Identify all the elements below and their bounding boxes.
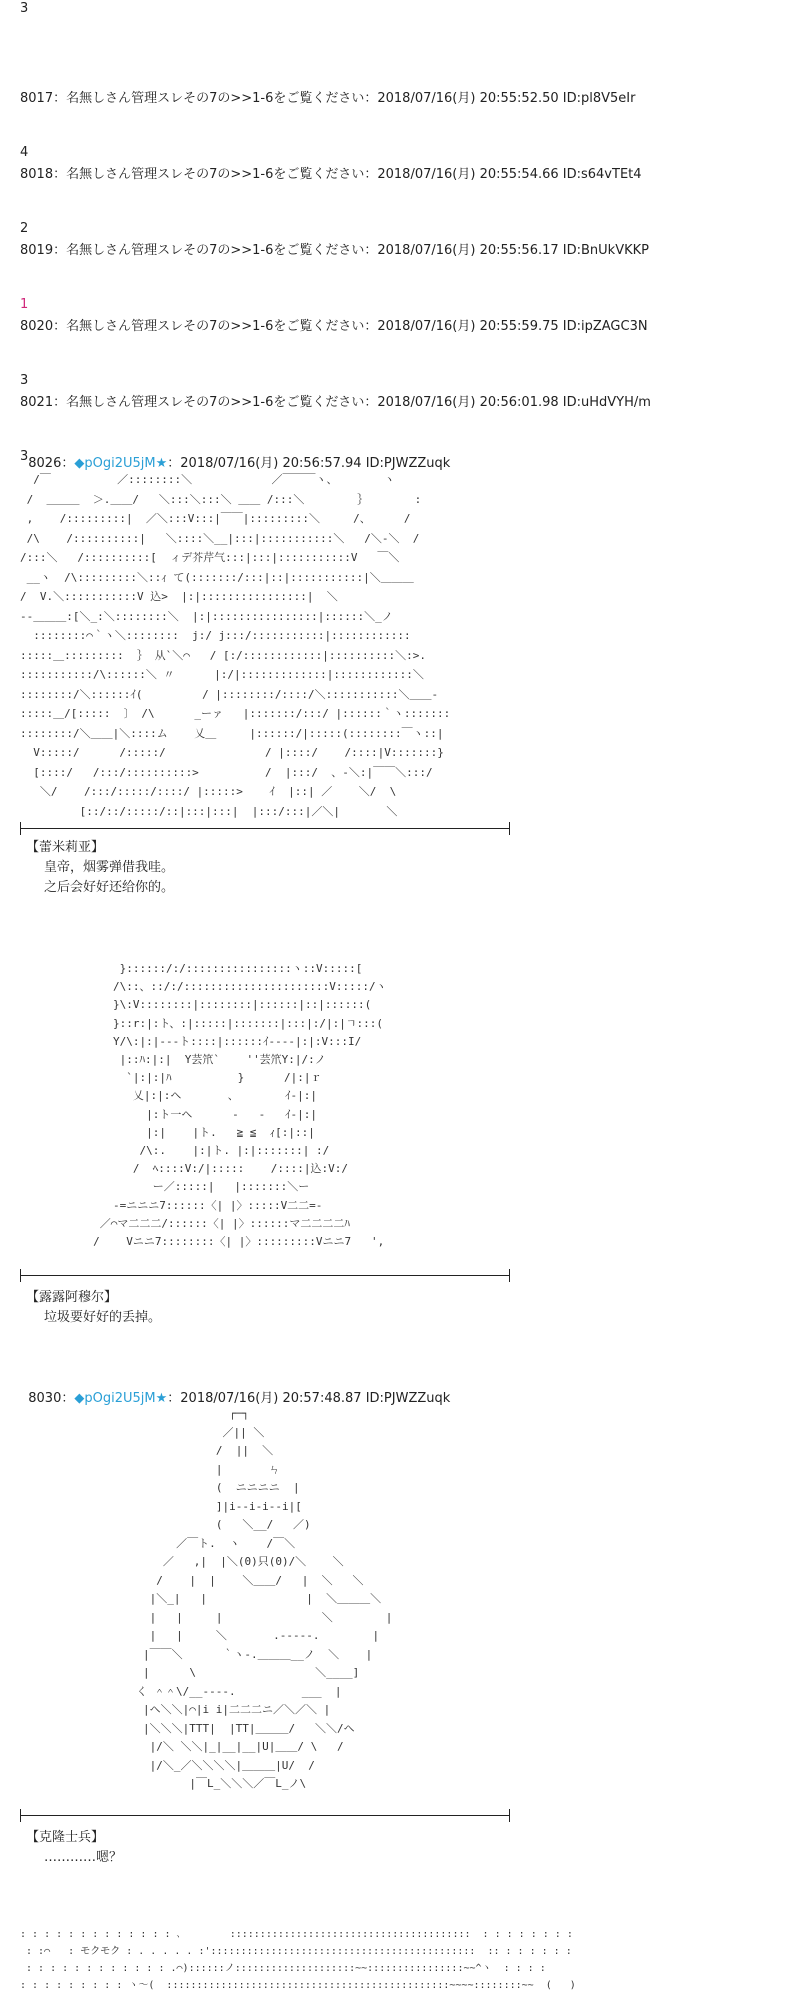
dialogue-clone-soldier bbox=[26, 1828, 122, 1868]
ascii-art-lulu: }::::::/:/::::::::::::::::ヽ::V:::::[ /\::、::/:/::::::::::::::::::::::V:::::/ヽ }\:V::::::::|::::::::|::::::|::|::::::( }::r:|:ト、:|:::::|:::::::|:::|:/|:|ㄱ:::( Y/\:|:|---ト::::|::::::ｲ----|:|:V:::I/ |::ﾊ:|:| Y芸笊` ''芸笊Y:|/:ノ `|:|:|ﾊ } /|:|ｒ 乂|:|:ヘ 、 ｲ-|:| |:ト一ヘ - - ｲ-|:| |:| |ト. ≧ ≦ ｨ[:|::| /\:. |:|ト. |:|:::::::| :/ / ﾍ::::V:/|::::: /::::|込:V:/ ー／:::::| |:::::::＼ー -=ニニニ7::::::〈| |〉:::::V二二=- ／⌒マ二二二/::::::〈| |〉::::::マ二二二二ﾊ / Vニニ7::::::::〈| |〉:::::::::Vニニ7 ', bbox=[93, 962, 387, 1249]
post-id: ID:PJWZZuqk bbox=[365, 1391, 451, 1406]
ascii-art-remilia: /￣ ／::::::::＼ ／￣￣￣ヽ、 ヽ / ＿＿＿ ＞.＿＿/ ＼:::＼:::＼ ＿＿ /:::＼ ｝ : , /:::::::::| ／＼:::V:::|￣￣|:::::::::＼ /、 / /\ /::::::::::| ＼::::＼__|:::|:::::::::::＼ /＼-＼ / /:::＼ /::::::::::[ ィデ芥芹气:::|:::|:::::::::::V ￣＼ __ヽ /\:::::::::＼::ｨ て(:::::::/:::|::|:::::::::::|＼＿＿＿ / V.＼:::::::::::V 込> |:|::::::::::::::::| ＼ --＿＿＿:[＼_:＼::::::::＼ |:|::::::::::::::::|::::::＼_ノ ::::::::⌒｀ヽ＼:::::::: j:/ j:::/:::::::::::|:::::::::::: :::::＿::::::::: ｝ 从`＼⌒ / [:/::::::::::::|::::::::::＼:>. :::::::::::/\::::::＼ 〃 |:/|:::::::::::::|::::::::::::＼ ::::::::/＼::::::ｲ( / |::::::::/::::/＼:::::::::::＼＿＿- :::::＿/[::::: 〕 /\ _ーァ |:::::::/:::/ |::::::｀ヽ::::::: ::::::::/＼＿＿|＼::::ム 乂＿ |::::::/|:::::(::::::::￣ヽ::| V:::::/ /:::::/ / |::::/ /::::|V:::::::} [::::/ /:::/::::::::::> / |:::/ 、-＼:|￣￣＼:::/ ＼/ /:::/:::::/::::/ |:::::> ｲ |::| ／ ＼/ \ [::/::/:::::/::|:::|:::| |:::/:::|／＼| ＼ bbox=[20, 473, 451, 818]
dialogue-line: 垃圾要好好的丢掉。 bbox=[44, 1310, 162, 1325]
post-value: 3 bbox=[20, 373, 29, 388]
dialogue-line: 之后会好好还给你的。 bbox=[44, 880, 175, 895]
post-header: 8017：名無しさん管理スレその7の>>1-6をご覧ください：2018/07/16(月) 20:55:52.50 ID:pl8V5eIr bbox=[20, 91, 636, 106]
post-id: ID:PJWZZuqk bbox=[365, 456, 451, 471]
post-value: 2 bbox=[20, 221, 29, 236]
post-header: 8020：名無しさん管理スレその7の>>1-6をご覧ください：2018/07/16(月) 20:55:59.75 ID:ipZAGC3N bbox=[20, 319, 648, 334]
post-datetime: 2018/07/16(月) 20:56:57.94 bbox=[180, 456, 362, 471]
post-datetime: 2018/07/16(月) 20:57:48.87 bbox=[180, 1391, 362, 1406]
op-post-header-8026: 8026：◆pOgi2U5jM★：2018/07/16(月) 20:56:57.94 ID:PJWZZuqk bbox=[28, 456, 451, 471]
ascii-art-clone-soldier: ┌─┐ ／|| ＼ / || ＼ | ㄣ ( ニニニニ | ]|i--i-i--i|[ ( ＼__/ ／) ／￣ト. ヽ /￣＼ ／ ,| |＼(0)只(0)/＼ ＼ / | | ＼＿＿/ | ＼ ＼ |＼_| | | ＼＿＿＿＼ | | | ＼ | | | ＼ .-----. | |￣￣＼ ｀ヽ-.＿＿＿__ノ ＼ | | \ ＼____] く ＾＾\/__----. ___ | |ヘ＼＼|⌒|i i|二二二ニ／＼／＼ | |＼＼＼|TTT| |TT|＿＿＿/ ＼＼/ヘ |/＼ ＼＼|_|__|__|U|＿＿/ \ / |/＼_／＼＼＼＼|＿＿＿|U/ / |￣L_＼＼＼／￣L_ノ\ bbox=[136, 1407, 393, 1790]
poster-name: ◆pOgi2U5jM bbox=[74, 456, 156, 471]
post-header: 8019：名無しさん管理スレその7の>>1-6をご覧ください：2018/07/16(月) 20:55:56.17 ID:BnUkVKKP bbox=[20, 243, 649, 258]
dialogue-line: …………嗯？ bbox=[44, 1850, 123, 1865]
dialogue-remilia bbox=[26, 838, 174, 898]
scene-divider bbox=[20, 1275, 510, 1276]
post-value: 4 bbox=[20, 145, 29, 160]
post-value: 3 bbox=[20, 449, 29, 464]
scene-divider bbox=[20, 1815, 510, 1816]
dialogue-line: 皇帝，烟雾弹借我哇。 bbox=[44, 860, 175, 875]
scene-divider bbox=[20, 828, 510, 829]
speaker-name: 【露露阿穆尔】 bbox=[26, 1290, 118, 1305]
speaker-name: 【克隆士兵】 bbox=[26, 1830, 105, 1845]
post-header: 8018：名無しさん管理スレその7の>>1-6をご覧ください：2018/07/16(月) 20:55:54.66 ID:s64vTEt4 bbox=[20, 167, 642, 182]
top-value: 3 bbox=[20, 1, 29, 16]
post-number: 8026 bbox=[28, 456, 62, 471]
dialogue-lulu bbox=[26, 1288, 161, 1328]
post-value: 1 bbox=[20, 297, 29, 312]
op-post-header-8030: 8030：◆pOgi2U5jM★：2018/07/16(月) 20:57:48.87 ID:PJWZZuqk bbox=[28, 1391, 451, 1406]
star-icon: ★ bbox=[155, 456, 168, 471]
post-header: 8021：名無しさん管理スレその7の>>1-6をご覧ください：2018/07/16(月) 20:56:01.98 ID:uHdVYH/m bbox=[20, 395, 651, 410]
ascii-art-smoke: : : : : : : : : : : : : : ､ :::::::::::::::::::::::::::::::::::::::: : : : : : : : : : :⌒ : モクモク : . . . . . :':::::::::::::::::::::::::::::::::::::::::::: :: : : : : : : : : : : : : : : : : : : .⌒)::::::ノ::::::::::::::::::::~~::::::::::::::::~~^ヽ : : : : : : : : : : : : : ヽ～( :::::::::::::::::::::::::::::::::::::::::::::::~~~~::::::::~~ ( ) bbox=[20, 1929, 576, 1991]
star-icon: ★ bbox=[155, 1391, 168, 1406]
poster-name: ◆pOgi2U5jM bbox=[74, 1391, 156, 1406]
speaker-name: 【蕾米莉亚】 bbox=[26, 840, 105, 855]
post-number: 8030 bbox=[28, 1391, 62, 1406]
